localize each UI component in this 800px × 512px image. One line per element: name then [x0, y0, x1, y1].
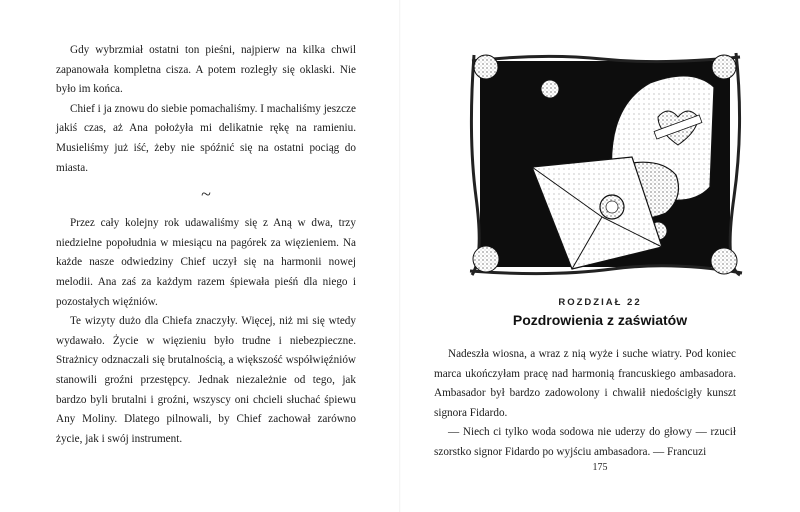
section-ornament: ~ [201, 184, 211, 205]
right-page [400, 0, 800, 512]
page-number: 175 [592, 462, 608, 473]
paragraph: Przez cały kolejny rok udawaliśmy się z Aną w dwa, trzy niedzielne popołudnia w miesiącu na pagórek za więzieniem. Na każde nasze odwiedziny Chief uczył się na harmonii nowej melodii. Ana zaś za każdym razem śpiewała pieśń dla niego i pozostałych więźniów. [56, 217, 356, 308]
paragraph: Gdy wybrzmiał ostatni ton pieśni, najpierw na kilka chwil zapanowała kompletna cisza. A potem rozległy się oklaski. Nie było im końca. [56, 44, 356, 96]
paragraph: Te wizyty dużo dla Chiefa znaczyły. Więcej, niż mi się wtedy wydawało. Życie w więzieniu było trudne i niebezpieczne. Strażnicy odznaczali się brutalnością, a większość współwięźniów stanowili groźni przestępcy. Jednak niezależnie od tego, jak bardzo byli brutalni i groźni, wszyscy oni chcieli słuchać śpiewu Any Moliny. Dlatego pilnowali, by Chief zachował zarówno życie, jak i swój instrument. [56, 315, 356, 445]
paragraph: — Niech ci tylko woda sodowa nie uderzy do głowy — rzucił szorstko signor Fidardo po wyjściu ambasadora. — Francuzi [434, 426, 736, 458]
left-page-text [56, 41, 356, 449]
right-page-text [434, 345, 736, 463]
chapter-label: ROZDZIAŁ 22 [558, 297, 642, 308]
paragraph: Chief i ja znowu do siebie pomachaliśmy. I machaliśmy jeszcze jakiś czas, aż Ana położyła mi delikatnie rękę na ramieniu. Musieliśmy już iść, żeby nie spóźnić się na ostatni pociąg do miasta. [56, 102, 356, 174]
paragraph: Nadeszła wiosna, a wraz z nią wyże i suche wiatry. Pod koniec marca ukończyłam pracę nad harmonią francuskiego ambasadora. Ambasador był bardzo zadowolony i chwalił niedościgły kunszt signora Fidardo. [434, 348, 736, 419]
chapter-title: Pozdrowienia z zaświatów [512, 312, 688, 328]
hand-holding-letter-illustration [462, 47, 746, 279]
